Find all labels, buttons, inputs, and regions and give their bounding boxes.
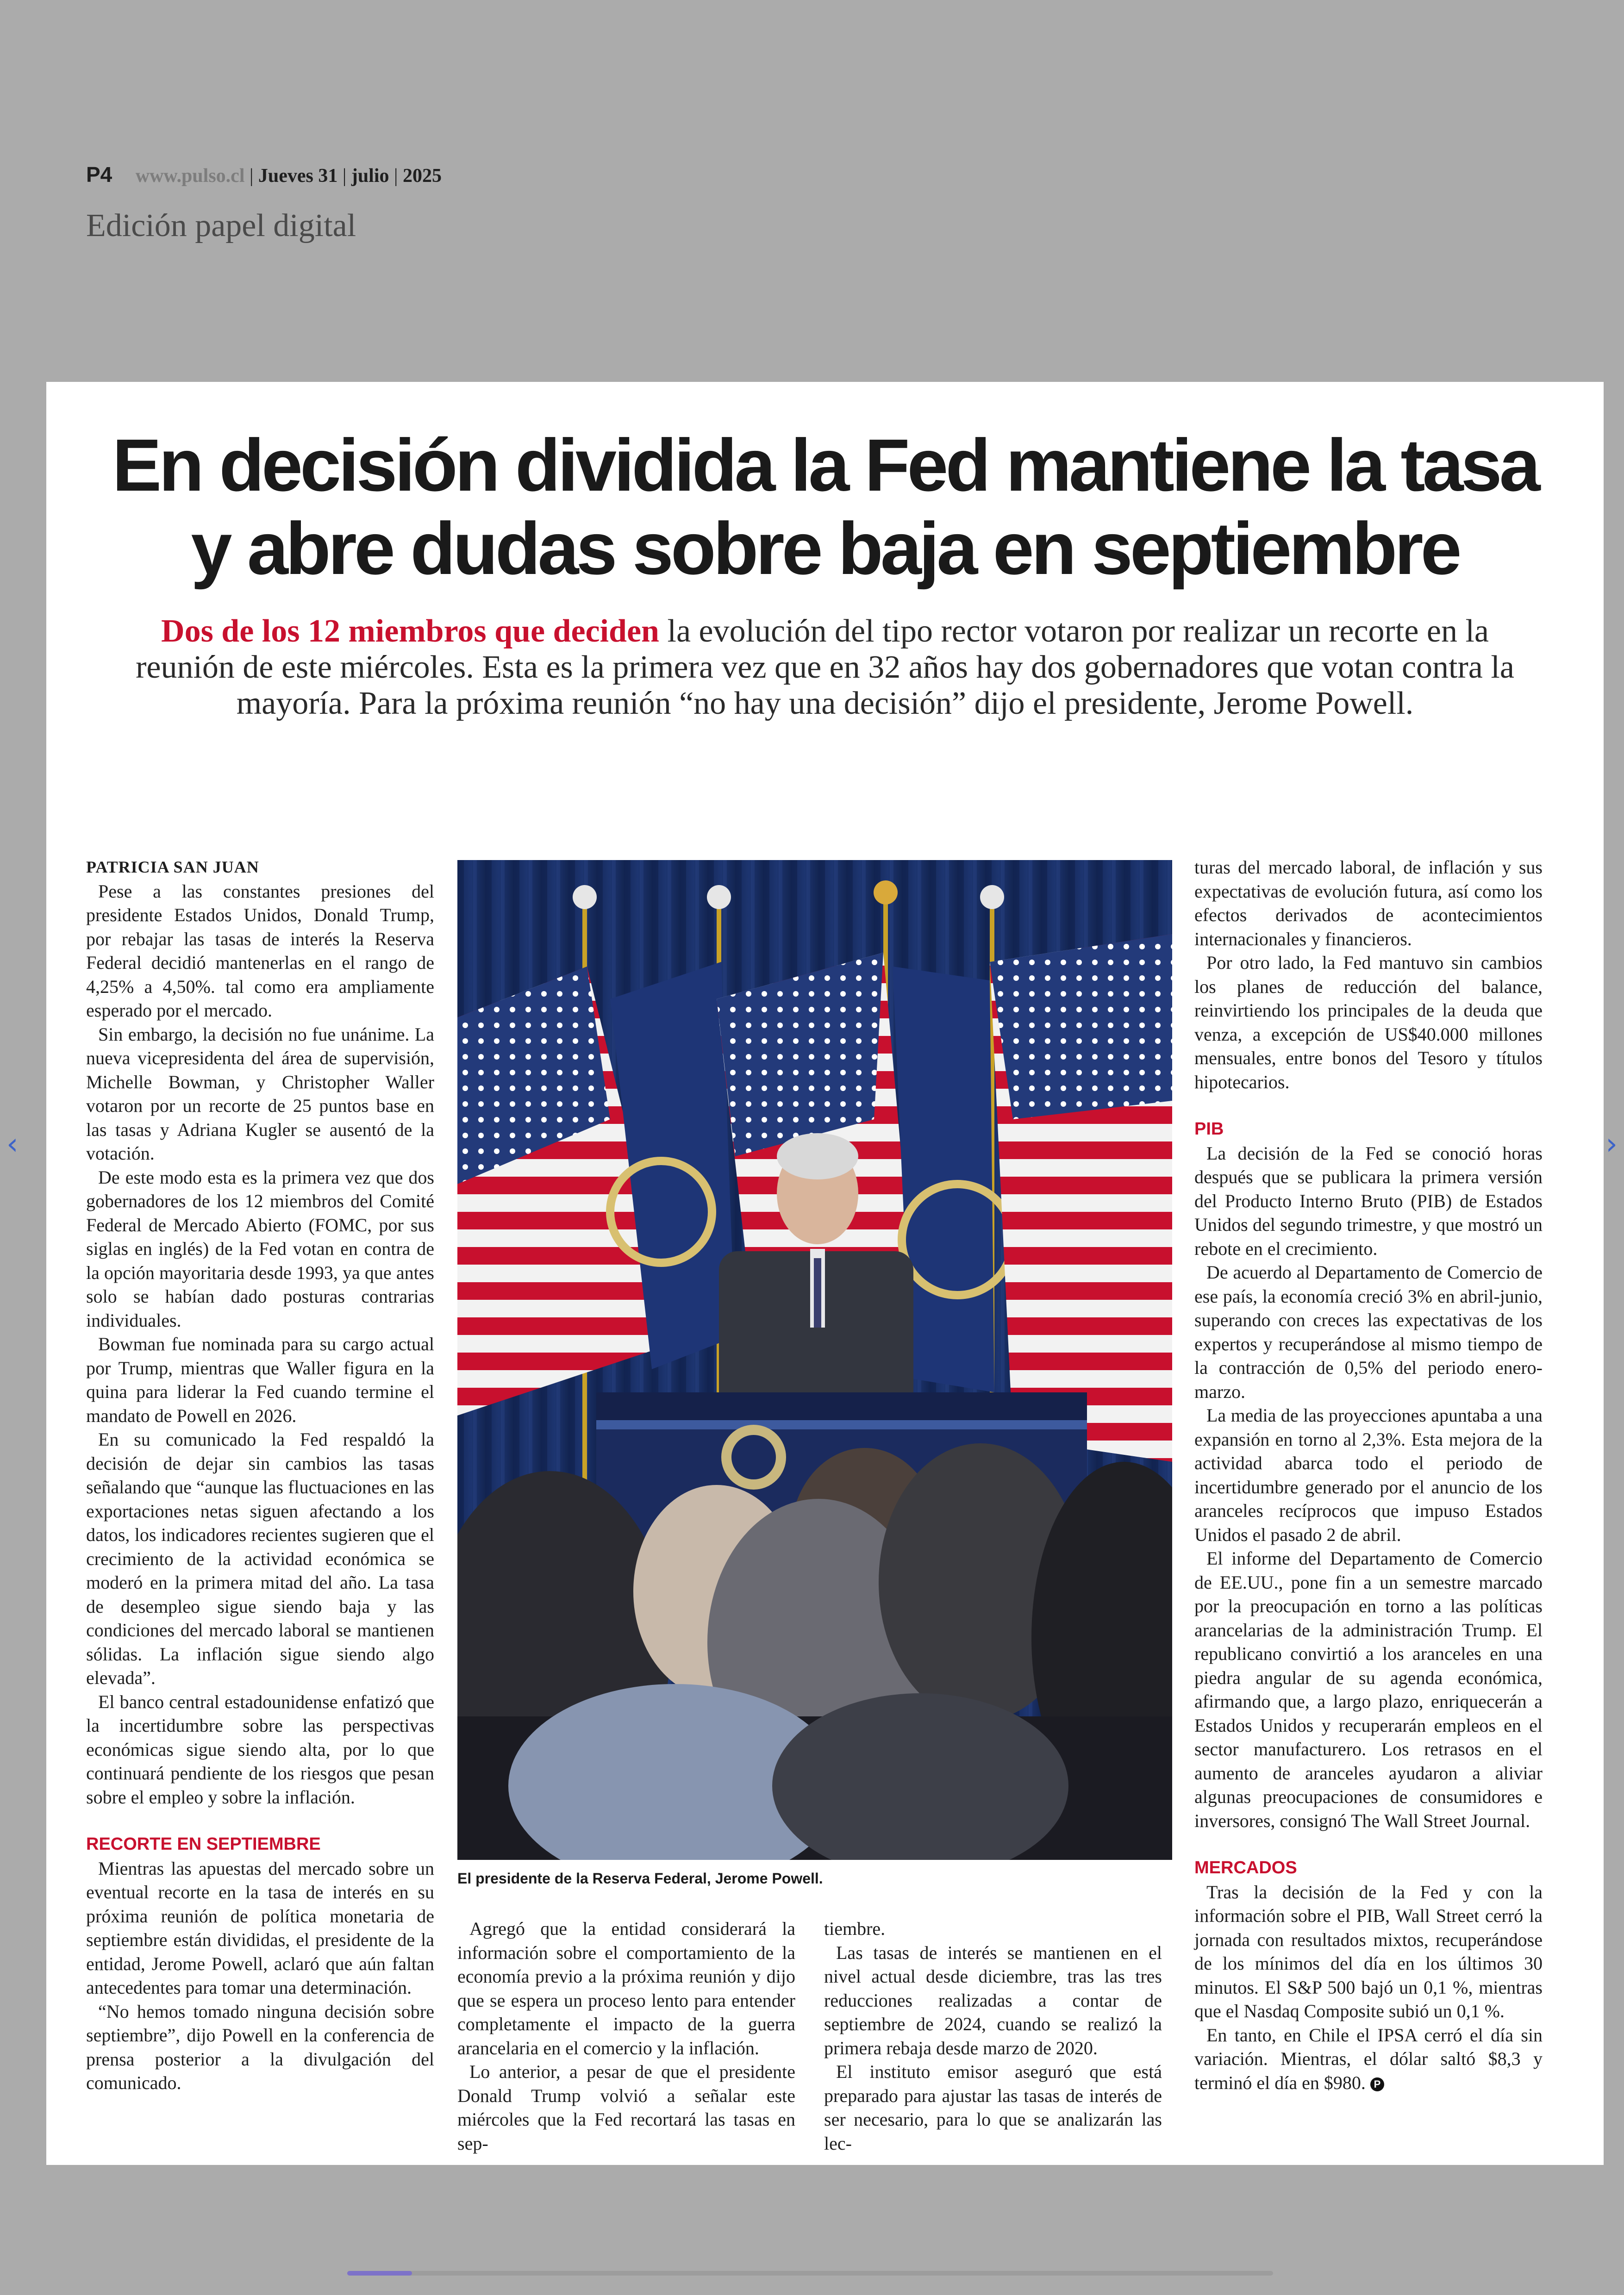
column-2b [824, 1917, 1162, 2155]
issue-day: Jueves 31 [258, 165, 338, 187]
paragraph: El banco central estadounidense enfatizó que la incertidumbre sobre las perspectivas económicas sigue siendo alta, por lo que continuará pendiente de los riesgos que pesan sobre el empleo y sobre la inflación. [86, 1691, 434, 1808]
paragraph: En su comunicado la Fed respaldó la decisión de dejar sin cambios las tasas señalando que “aunque las fluctuaciones en las exportaciones netas siguen afectando a los datos, los indicadores recientes sugieren que el crecimiento de la actividad económica se moderó en la primera mitad del año. La tasa de desempleo sigue siendo baja y las condiciones del mercado laboral se mantienen sólidas. La inflación sigue siendo algo elevada”. [86, 1429, 434, 1688]
paragraph: “No hemos tomado ninguna decisión sobre septiembre”, dijo Powell en la conferencia de prensa posterior a la divulgación del comunicado. [86, 2001, 434, 2093]
paragraph: La decisión de la Fed se conoció horas después que se publicara la primera versión del Producto Interno Bruto (PIB) de Estados Unidos del segundo trimestre, y que mostró un rebote en el crecimiento. [1194, 1142, 1543, 1259]
paragraph: De este modo esta es la primera vez que dos gobernadores de los 12 miembros del Comité Federal de Mercado Abierto (FOMC, por sus siglas en inglés) de la Fed votan en contra de la opción mayoritaria desde 1993, ya que antes solo se habían dado posturas contrarias individuales. [86, 1166, 434, 1331]
column-3 [1194, 855, 1543, 2095]
paragraph: Por otro lado, la Fed mantuvo sin cambios los planes de reducción del balance, reinvirtiendo los principales de la deuda que venza, a excepción de US$40.000 millones mensuales, entre bonos del Tesoro y títulos hipotecarios. [1194, 952, 1543, 1092]
end-mark-icon: P [1370, 2077, 1384, 2091]
page-header: P4 www.pulso.cl | Jueves 31 | julio | 2025 [86, 162, 442, 187]
deck-lead: Dos de los 12 miembros que deciden [161, 613, 659, 649]
section-heading-recorte: RECORTE EN SEPTIEMBRE [86, 1834, 321, 1854]
paragraph: El informe del Departamento de Comercio de EE.UU., pone fin a un semestre marcado por la preocupación en torno a las políticas arancelarias de la administración Trump. El republicano convirtió a los aranceles en una piedra angular de su agenda económica, afirmando que, a largo plazo, enriquecerán a Estados Unidos y recuperarán empleos en el sector manufacturero. Los retrasos en el aumento de aranceles ayudaron a aliviar algunas preocupaciones de consumidores e inversores, consignó The Wall Street Journal. [1194, 1548, 1543, 1831]
page-progress-bar[interactable] [347, 2271, 1273, 2276]
column-1 [86, 855, 434, 2095]
section-heading-mercados: MERCADOS [1194, 1858, 1297, 1877]
article-deck [120, 613, 1530, 722]
paragraph: De acuerdo al Departamento de Comercio de ese país, la economía creció 3% en abril-junio, superando con creces las expectativas de los expertos y recuperándose al mismo tiempo de la contracción de 0,5% del periodo enero-marzo. [1194, 1262, 1543, 1402]
paragraph: Sin embargo, la decisión no fue unánime. La nueva vicepresidenta del área de supervisión, Michelle Bowman, y Christopher Waller votaron por un recorte de 25 puntos base en las tasas y Adriana Kugler se ausentó de la votación. [86, 1023, 434, 1164]
column-2a [457, 1917, 795, 2155]
section-heading-pib: PIB [1194, 1119, 1224, 1139]
paragraph: Bowman fue nominada para su cargo actual por Trump, mientras que Waller figura en la quina para liderar la Fed cuando termine el mandato de Powell en 2026. [86, 1334, 434, 1426]
paragraph: La media de las proyecciones apuntaba a una expansión en torno al 2,3%. Esta mejora de la actividad abarca todo el periodo de incertidumbre generado por el anuncio de los aranceles recíprocos que impuso Estados Unidos el pasado 2 de abril. [1194, 1405, 1543, 1545]
photo-caption: El presidente de la Reserva Federal, Jerome Powell. [457, 1870, 823, 1887]
paragraph: Lo anterior, a pesar de que el presidente Donald Trump volvió a señalar este miércoles que la Fed recortará las tasas en sep- [457, 2061, 795, 2154]
paragraph-final: En tanto, en Chile el IPSA cerró el día sin variación. Mientras, el dólar saltó $8,3 y terminó el día en $980. P [1194, 2024, 1543, 2093]
next-page-button[interactable]: › [1605, 1127, 1618, 1161]
paragraph: Mientras las apuestas del mercado sobre un eventual recorte en la tasa de interés en su próxima reunión de política monetaria de septiembre están divididas, el presidente de la entidad, Jerome Powell, aclaró que aún faltan antecedentes para tomar una determinación. [86, 1858, 434, 1998]
paragraph: Agregó que la entidad considerará la información sobre el comportamiento de la economía previo a la próxima reunión y dijo que se espera un proceso lento para entender completamente el impacto de la guerra arancelaria en el comercio y la inflación. [457, 1918, 795, 2058]
edition-label: Edición papel digital [86, 208, 356, 243]
issue-month: julio [351, 165, 389, 187]
prev-page-button[interactable]: ‹ [6, 1127, 19, 1161]
headline-line-1: En decisión dividida la Fed mantiene la tasa [112, 424, 1538, 506]
paragraph: El instituto emisor aseguró que está preparado para ajustar las tasas de interés de ser necesario, para lo que se analizarán las lec- [824, 2061, 1162, 2154]
powell-photo [457, 860, 1172, 1860]
site-url[interactable]: www.pulso.cl [135, 165, 245, 187]
issue-year: 2025 [402, 165, 442, 187]
paragraph: tiembre. [824, 1918, 886, 1939]
page-number: P4 [86, 162, 112, 187]
paragraph: turas del mercado laboral, de inflación y sus expectativas de evolución futura, así como los efectos derivados de acontecimientos internacionales y financieros. [1194, 857, 1543, 949]
paragraph: Las tasas de interés se mantienen en el nivel actual desde diciembre, tras las tres reducciones realizadas a contar de septiembre de 2024, cuando se realizó la primera rebaja desde marzo de 2020. [824, 1942, 1162, 2058]
headline-line-2: y abre dudas sobre baja en septiembre [191, 507, 1459, 590]
page-progress-fill [347, 2271, 412, 2276]
newspaper-page [46, 382, 1604, 2165]
headline [46, 424, 1604, 590]
byline: PATRICIA SAN JUAN [86, 858, 259, 876]
paragraph: Pese a las constantes presiones del presidente Estados Unidos, Donald Trump, por rebajar las tasas de interés la Reserva Federal decidió mantenerlas en el rango de 4,25% a 4,50%. tal como era ampliamente esperado por el mercado. [86, 880, 434, 1021]
paragraph: Tras la decisión de la Fed y con la información sobre el PIB, Wall Street cerró la jornada con resultados mixtos, recuperándose de los mínimos del día en los últimos 30 minutos. El S&P 500 bajó un 0,1 %, mientras que el Nasdaq Composite subió un 0,1 %. [1194, 1881, 1543, 2021]
deck-text: la evolución del tipo rector votaron por realizar un recorte en la reunión de este miércoles. Esta es la primera vez que en 32 años hay dos gobernadores que votan contra la mayoría. Para la próxima reunión “no hay una decisión” dijo el presidente, Jerome Powell. [136, 613, 1514, 721]
